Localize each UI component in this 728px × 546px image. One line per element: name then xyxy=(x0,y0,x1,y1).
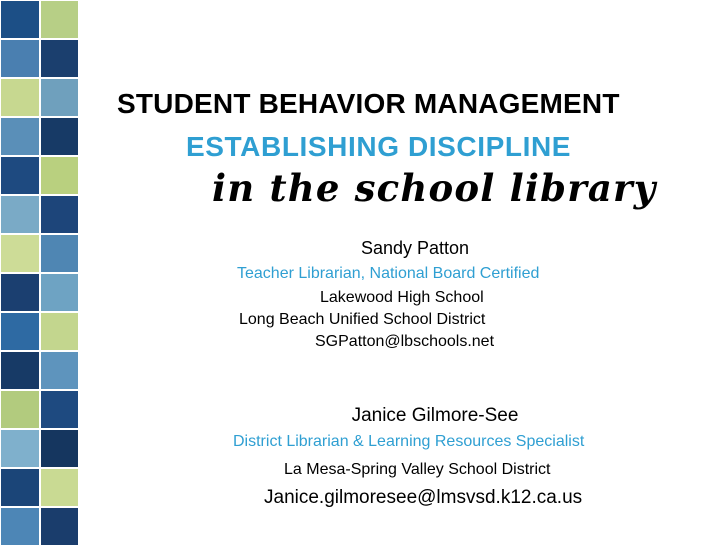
decorative-tile xyxy=(40,468,79,507)
author2-district: La Mesa-Spring Valley School District xyxy=(284,461,551,478)
decorative-tile xyxy=(40,234,79,273)
decorative-tile xyxy=(0,273,40,312)
author1-name: Sandy Patton xyxy=(360,238,470,258)
decorative-tile xyxy=(0,390,40,429)
decorative-tile xyxy=(40,195,79,234)
author1-email: SGPatton@lbschools.net xyxy=(315,333,495,350)
decorative-tile xyxy=(0,429,40,468)
decorative-tile-strip xyxy=(0,0,79,546)
decorative-tile xyxy=(0,195,40,234)
author1-district: Long Beach Unified School District xyxy=(239,311,486,328)
decorative-tile xyxy=(0,78,40,117)
decorative-tile xyxy=(0,0,40,39)
author1-title: Teacher Librarian, National Board Certified xyxy=(237,265,540,282)
decorative-tile xyxy=(40,351,79,390)
author1-school: Lakewood High School xyxy=(320,289,484,306)
decorative-tile xyxy=(40,429,79,468)
decorative-tile xyxy=(40,39,79,78)
slide-script-title: in the school library xyxy=(212,166,657,210)
decorative-tile xyxy=(0,468,40,507)
slide-subtitle: ESTABLISHING DISCIPLINE xyxy=(186,131,572,162)
decorative-tile xyxy=(0,117,40,156)
decorative-tile xyxy=(40,78,79,117)
decorative-tile xyxy=(40,273,79,312)
decorative-tile xyxy=(40,0,79,39)
slide-title: STUDENT BEHAVIOR MANAGEMENT xyxy=(117,88,620,119)
decorative-tile xyxy=(40,312,79,351)
author2-title: District Librarian & Learning Resources Specialist xyxy=(233,433,585,450)
decorative-tile xyxy=(0,156,40,195)
decorative-tile xyxy=(0,234,40,273)
decorative-tile xyxy=(0,351,40,390)
decorative-tile xyxy=(40,156,79,195)
decorative-tile xyxy=(40,507,79,546)
author2-email: Janice.gilmoresee@lmsvsd.k12.ca.us xyxy=(264,487,583,508)
decorative-tile xyxy=(0,312,40,351)
decorative-tile xyxy=(40,390,79,429)
decorative-tile xyxy=(40,117,79,156)
author2-name: Janice Gilmore-See xyxy=(351,405,519,426)
decorative-tile xyxy=(0,507,40,546)
decorative-tile xyxy=(0,39,40,78)
